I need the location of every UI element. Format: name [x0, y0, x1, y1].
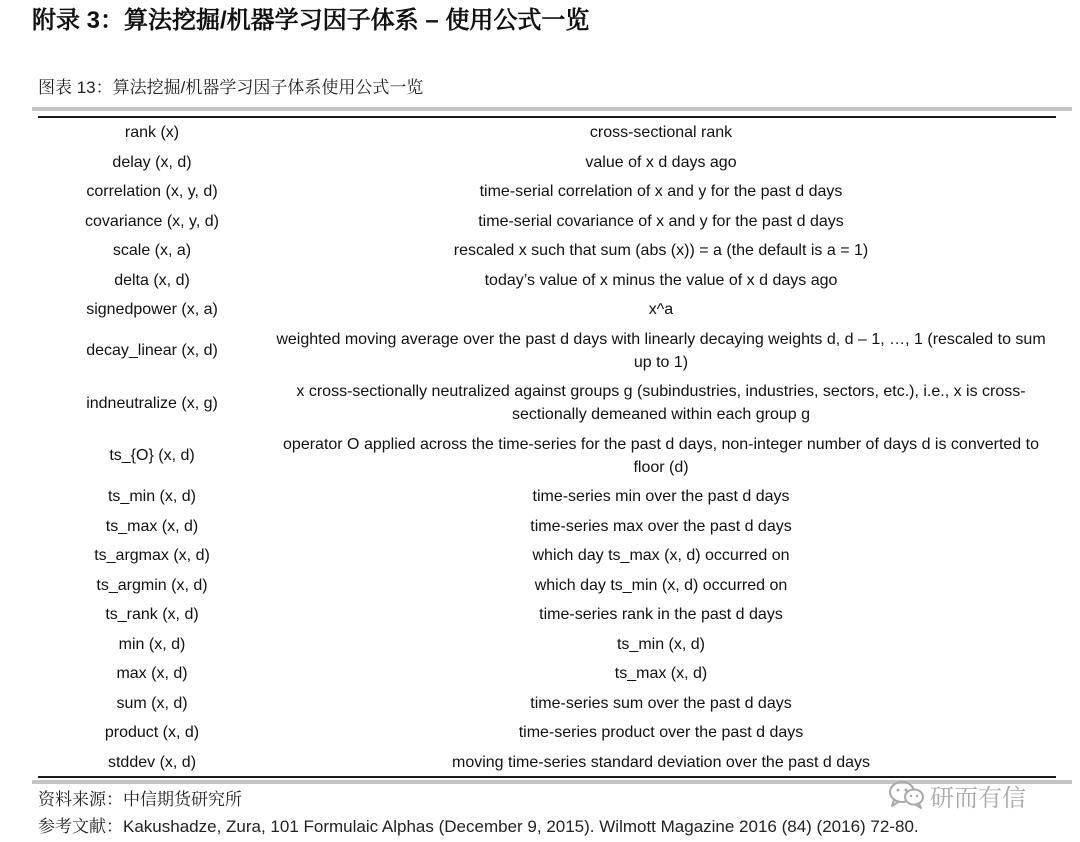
- operator-cell: sum (x, d): [116, 694, 188, 712]
- description-cell: cross-sectional rank: [589, 124, 733, 142]
- description-cell: ts_min (x, d): [616, 635, 705, 653]
- table-row: [38, 748, 1056, 778]
- description-cell: moving time-series standard deviation over the past d days: [452, 753, 870, 771]
- operator-cell: delay (x, d): [112, 153, 192, 171]
- operator-cell: product (x, d): [104, 724, 200, 742]
- watermark: [888, 778, 1026, 812]
- operator-cell: decay_linear (x, d): [86, 342, 218, 360]
- operator-cell: indneutralize (x, g): [86, 394, 218, 412]
- table-row: [38, 295, 1056, 325]
- operator-cell: ts_{O} (x, d): [109, 447, 195, 465]
- operator-cell: ts_argmin (x, d): [96, 576, 208, 594]
- description-cell: weighted moving average over the past d days with linearly decaying weights d, d – 1, …, 1 (rescaled to sum up to 1): [276, 330, 1046, 371]
- description-cell: which day ts_max (x, d) occurred on: [532, 547, 790, 565]
- description-cell: time-serial correlation of x and y for the past d days: [479, 183, 843, 201]
- wechat-icon: [888, 780, 926, 810]
- description-cell: time-series product over the past d days: [518, 724, 804, 742]
- table-row: [38, 512, 1056, 542]
- operator-cell: stddev (x, d): [107, 753, 197, 771]
- table-row: [38, 630, 1056, 660]
- description-cell: time-series sum over the past d days: [530, 694, 792, 712]
- operator-cell: ts_min (x, d): [107, 488, 196, 506]
- table-row: [38, 177, 1056, 207]
- table-row: [38, 148, 1056, 178]
- description-cell: time-serial covariance of x and y for the past d days: [478, 212, 844, 230]
- source-note: 资料来源：中信期货研究所: [38, 790, 242, 809]
- caption-divider: [32, 107, 1072, 111]
- operator-cell: scale (x, a): [112, 242, 192, 260]
- operator-cell: signedpower (x, a): [86, 301, 218, 319]
- description-cell: operator O applied across the time-series for the past d days, non-integer number of days d is converted to floor (d): [283, 435, 1039, 476]
- formula-table: [38, 118, 1056, 776]
- description-cell: today’s value of x minus the value of x d days ago: [484, 271, 838, 289]
- operator-cell: rank (x): [124, 124, 180, 142]
- description-cell: x cross-sectionally neutralized against groups g (subindustries, industries, sectors, etc.), i.e., x is cross-sectionally demeaned within each group g: [296, 383, 1026, 424]
- operator-cell: ts_rank (x, d): [105, 606, 199, 624]
- description-cell: rescaled x such that sum (abs (x)) = a (the default is a = 1): [453, 242, 869, 260]
- table-row: [38, 377, 1056, 430]
- operator-cell: delta (x, d): [114, 271, 190, 289]
- table-row: [38, 600, 1056, 630]
- description-cell: value of x d days ago: [585, 153, 737, 171]
- table-row: [38, 118, 1056, 148]
- figure-caption: 图表 13：算法挖掘/机器学习因子体系使用公式一览: [38, 78, 424, 97]
- operator-cell: ts_max (x, d): [105, 517, 199, 535]
- description-cell: x^a: [648, 301, 674, 319]
- table-row: [38, 236, 1056, 266]
- operator-cell: ts_argmax (x, d): [94, 547, 210, 565]
- description-cell: time-series max over the past d days: [530, 517, 792, 535]
- table-row: [38, 325, 1056, 378]
- description-cell: ts_max (x, d): [614, 665, 708, 683]
- table-row: [38, 659, 1056, 689]
- operator-cell: correlation (x, y, d): [86, 183, 218, 201]
- table-row: [38, 482, 1056, 512]
- table-row: [38, 571, 1056, 601]
- table-row: [38, 266, 1056, 296]
- appendix-heading: 附录 3：算法挖掘/机器学习因子体系 – 使用公式一览: [32, 7, 590, 34]
- table-row: [38, 430, 1056, 483]
- description-cell: time-series min over the past d days: [532, 488, 790, 506]
- description-cell: time-series rank in the past d days: [539, 606, 783, 624]
- description-cell: which day ts_min (x, d) occurred on: [534, 576, 788, 594]
- table-row: [38, 207, 1056, 237]
- operator-cell: min (x, d): [118, 635, 186, 653]
- watermark-text: 研而有信: [930, 784, 1026, 812]
- operator-cell: max (x, d): [116, 665, 188, 683]
- table-row: [38, 689, 1056, 719]
- table-row: [38, 718, 1056, 748]
- reference-note: 参考文献：Kakushadze, Zura, 101 Formulaic Alphas (December 9, 2015). Wilmott Magazine 2016 (84) (2016) 72-80.: [38, 817, 919, 836]
- table-row: [38, 541, 1056, 571]
- operator-cell: covariance (x, y, d): [85, 212, 219, 230]
